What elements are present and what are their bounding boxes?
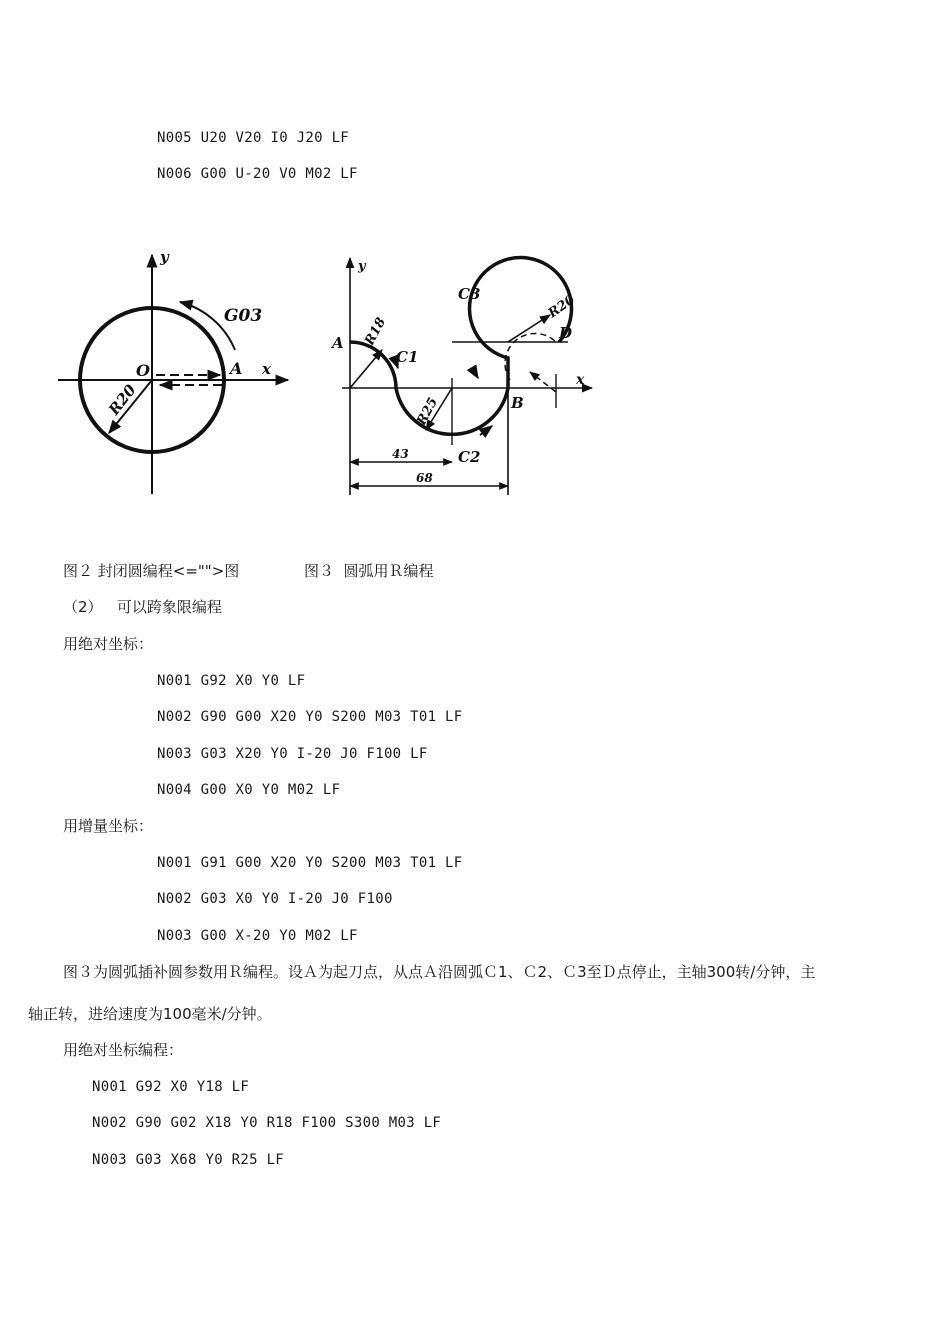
x-axis-label: x <box>576 372 585 388</box>
x-axis-label: x <box>262 360 271 378</box>
code-line: N001 G92 X0 Y0 LF <box>157 673 306 689</box>
paragraph-line-2: 轴正转，进给速度为100毫米/分钟。 <box>28 1005 272 1023</box>
figure-3-arc-r-program <box>320 250 610 505</box>
point-a-label: A <box>332 334 344 352</box>
y-axis-label: y <box>160 250 169 266</box>
r20-radius <box>508 315 550 342</box>
code-line: N006 G00 U-20 V0 M02 LF <box>157 166 358 182</box>
y-axis-label: y <box>358 259 366 274</box>
r20-label: R20 <box>545 292 578 322</box>
radius-label: R20 <box>104 381 140 419</box>
figure-2-closed-circle <box>50 250 300 500</box>
point-b-label: B <box>511 394 524 412</box>
code-line: N005 U20 V20 I0 J20 LF <box>157 130 350 146</box>
path-arrow <box>472 368 478 378</box>
code-line: N001 G91 G00 X20 Y0 S200 M03 T01 LF <box>157 855 463 871</box>
figure-3-caption: 图３ 圆弧用Ｒ编程 <box>304 562 434 580</box>
c2-label: C2 <box>458 448 481 466</box>
c3-label: C3 <box>458 285 481 303</box>
dim-43-label: 43 <box>392 447 409 461</box>
figure-2-caption: 图２ 封闭圆编程<="">图 <box>63 562 240 580</box>
code-line: N002 G90 G02 X18 Y0 R18 F100 S300 M03 LF <box>92 1115 442 1131</box>
point-d-label: D <box>559 324 573 342</box>
origin-label: O <box>136 361 150 380</box>
inc-label: 用增量坐标： <box>63 817 154 835</box>
paragraph-line-1: 图３为圆弧插补圆参数用Ｒ编程。设Ａ为起刀点，从点Ａ沿圆弧Ｃ1、Ｃ2、Ｃ3至Ｄ点停止，主轴300转/分钟，主 <box>63 963 816 981</box>
code-line: N003 G00 X-20 Y0 M02 LF <box>157 928 358 944</box>
abs-prog-label: 用绝对坐标编程： <box>63 1041 184 1059</box>
code-line: N002 G90 G00 X20 Y0 S200 M03 T01 LF <box>157 709 463 725</box>
dim-68-label: 68 <box>416 471 433 485</box>
code-line: N003 G03 X68 Y0 R25 LF <box>92 1152 285 1168</box>
dashed-radius <box>530 372 556 392</box>
section-heading: （2） 可以跨象限编程 <box>63 598 222 616</box>
code-line: N002 G03 X0 Y0 I-20 J0 F100 <box>157 891 393 907</box>
r18-label: R18 <box>362 315 390 348</box>
code-line: N003 G03 X20 Y0 I-20 J0 F100 LF <box>157 746 428 762</box>
point-a-label: A <box>230 359 243 378</box>
g03-label: G03 <box>224 306 263 326</box>
r25-label: R25 <box>414 395 442 428</box>
abs-label: 用绝对坐标： <box>63 635 154 653</box>
code-line: N004 G00 X0 Y0 M02 LF <box>157 782 341 798</box>
code-line: N001 G92 X0 Y18 LF <box>92 1079 250 1095</box>
r18-radius <box>350 350 382 388</box>
c1-label: C1 <box>396 348 419 366</box>
